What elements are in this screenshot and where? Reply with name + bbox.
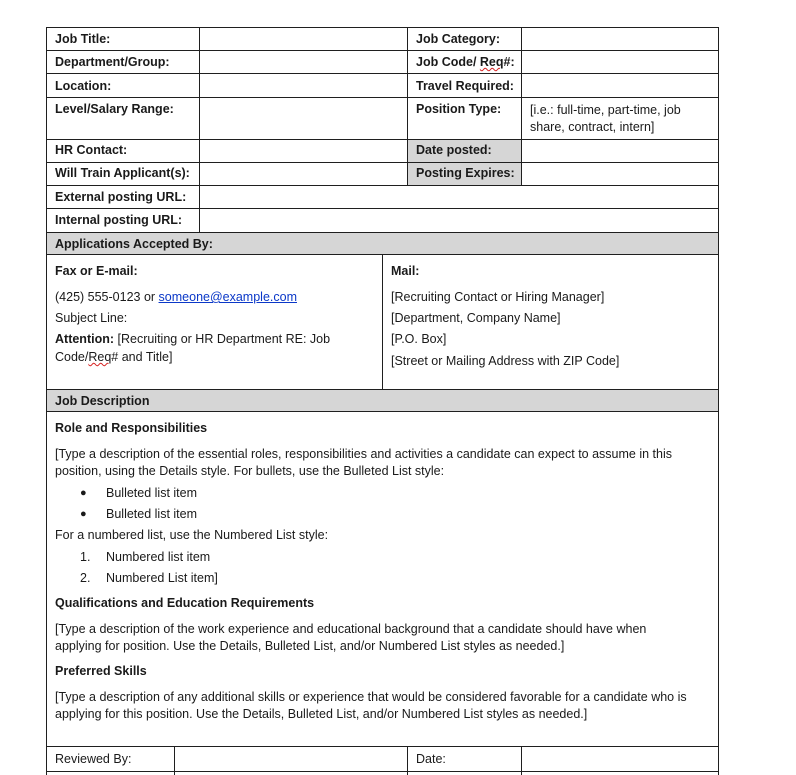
qualifications-heading: Qualifications and Education Requirements [55,596,315,610]
review-date-field[interactable] [522,747,718,771]
job-category-label: Job Category: [416,32,501,46]
position-type-value[interactable]: [i.e.: full-time, part-time, job share, contract, intern] [530,103,681,134]
review-date-label: Date: [416,752,446,766]
mail-line-po-box: [P.O. Box] [391,332,447,346]
role-text-line-1: [Type a description of the essential roles, responsibilities and activities a candidate can expect to assume in this [55,447,673,461]
role-text-line-2: position, using the Details style. For bullets, use the Bulleted List style: [55,464,445,478]
role-heading: Role and Responsibilities [55,421,208,435]
date-posted-label: Date posted: [416,143,492,157]
job-title-label: Job Title: [55,32,111,46]
hr-contact-label: HR Contact: [55,143,128,157]
job-title-field[interactable] [200,28,407,50]
fax-email-label: Fax or E-mail: [55,264,138,278]
numbered-marker: 1. [80,550,91,564]
preferred-skills-heading: Preferred Skills [55,664,147,678]
travel-label: Travel Required: [416,79,514,93]
bullet-item: Bulleted list item [106,486,198,500]
location-label: Location: [55,79,112,93]
mail-label: Mail: [391,264,420,278]
bullet-marker: ● [80,508,87,520]
will-train-label: Will Train Applicant(s): [55,166,190,180]
department-label: Department/Group: [55,55,170,69]
attention-line-2: Code/Req# and Title] [55,350,173,364]
numbered-item: Numbered List item] [106,571,218,585]
skills-text-line-2: applying for this position. Use the Details, Bulleted List, and/or Numbered List styles as needed.] [55,707,588,721]
location-field[interactable] [200,74,407,97]
posting-expires-label: Posting Expires: [416,166,515,180]
phone-number: (425) 555-0123 or [55,290,159,304]
qualifications-text-line-2: applying for position. Use the Details, Bulleted List, and/or Numbered List styles as needed.] [55,639,565,653]
mail-line-department: [Department, Company Name] [391,311,561,325]
numbered-item: Numbered list item [106,550,211,564]
job-code-field[interactable] [522,51,718,73]
internal-url-field[interactable] [200,209,718,232]
contact-line [55,290,297,304]
will-train-field[interactable] [200,163,407,185]
bullet-item: Bulleted list item [106,507,198,521]
skills-text-line-1: [Type a description of any additional skills or experience that would be considered favorable for a candidate who is [55,690,687,704]
job-category-field[interactable] [522,28,718,50]
numbered-intro: For a numbered list, use the Numbered List style: [55,528,329,542]
department-field[interactable] [200,51,407,73]
job-code-label: Job Code/ Req#: [416,55,515,69]
hr-contact-field[interactable] [200,140,407,162]
reviewed-by-label: Reviewed By: [55,752,132,766]
subject-line: Subject Line: [55,311,128,325]
numbered-marker: 2. [80,571,91,585]
external-url-field[interactable] [200,186,718,208]
mail-line-contact: [Recruiting Contact or Hiring Manager] [391,290,605,304]
applications-header: Applications Accepted By: [55,237,213,251]
bullet-marker: ● [80,487,87,499]
qualifications-text-line-1: [Type a description of the work experience and educational background that a candidate should have when [55,622,647,636]
level-salary-field[interactable] [200,98,407,139]
internal-url-label: Internal posting URL: [55,213,183,227]
date-posted-field[interactable] [522,140,718,162]
posting-expires-field[interactable] [522,163,718,185]
job-description-header: Job Description [55,394,150,408]
email-link[interactable]: someone@example.com [158,290,297,304]
attention-line-1: Attention: [Recruiting or HR Department RE: Job [55,332,331,346]
reviewed-by-field[interactable] [175,747,407,771]
position-type-label: Position Type: [416,102,502,116]
level-salary-label: Level/Salary Range: [55,102,174,116]
travel-field[interactable] [522,74,718,97]
mail-line-address: [Street or Mailing Address with ZIP Code] [391,354,620,368]
external-url-label: External posting URL: [55,190,187,204]
